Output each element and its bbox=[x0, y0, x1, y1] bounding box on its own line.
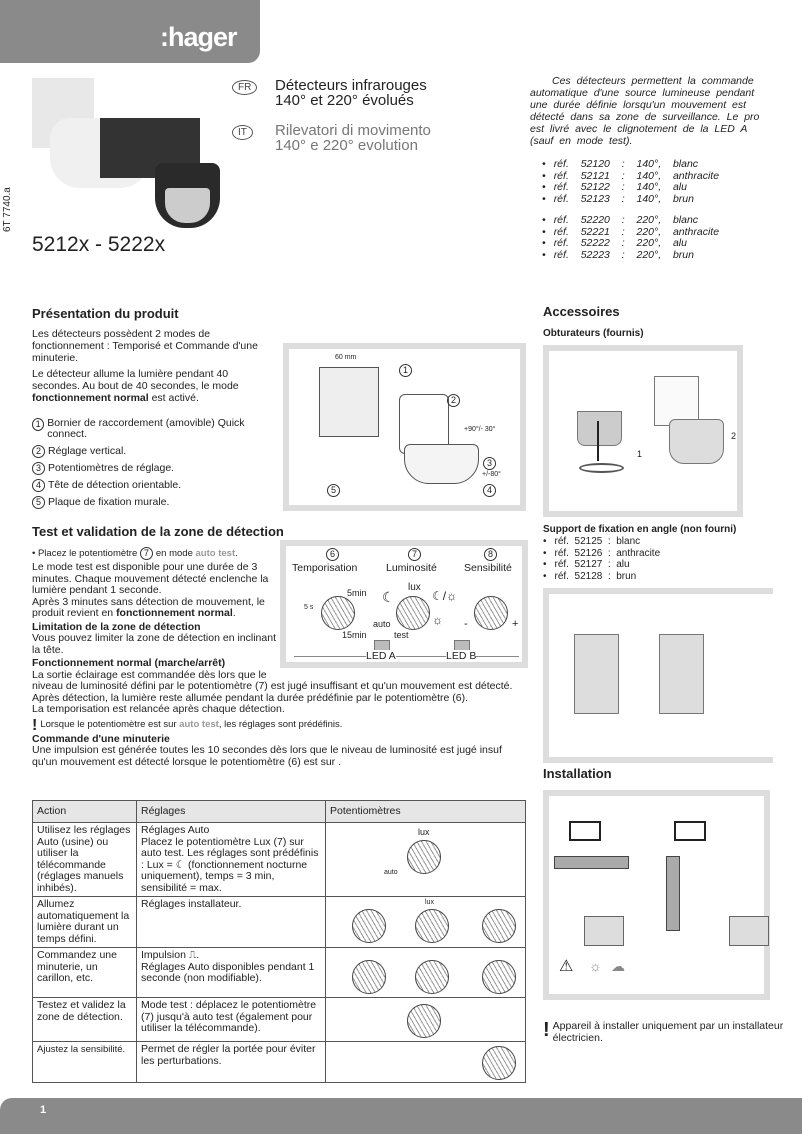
pots-cell bbox=[326, 1042, 526, 1083]
ref-item: • réf. 52221 : 220°, anthracite bbox=[542, 227, 802, 239]
part-item bbox=[32, 462, 272, 475]
arrow bbox=[597, 421, 599, 461]
dial-label: 15min bbox=[342, 630, 367, 640]
sensitivity-dial bbox=[482, 909, 516, 943]
brightness-dial bbox=[415, 909, 449, 943]
text: Le détecteur allume la lumière pendant 40 secondes. Au bout de 40 secondes, le mode bbox=[32, 368, 239, 392]
detector-head bbox=[669, 419, 724, 464]
text: Lorsque le potentiomètre est sur bbox=[40, 718, 177, 730]
timer-dial bbox=[352, 909, 386, 943]
brightness-dial bbox=[407, 840, 441, 874]
paragraph: niveau de luminosité défini par le potentiomètre (7) est jugé insuffisant et qu'un mouvement est détecté. bbox=[32, 680, 513, 692]
presentation-heading: Présentation du produit bbox=[32, 306, 179, 321]
sensitivity-dial bbox=[482, 960, 516, 994]
pots-cell bbox=[326, 823, 526, 897]
pots-cell bbox=[326, 948, 526, 998]
hager-logo: :hager bbox=[160, 22, 237, 52]
sun-icon: ☼ bbox=[432, 613, 443, 627]
presentation-text bbox=[32, 328, 260, 368]
paragraph: La sortie éclairage est commandée dès lors que le bbox=[32, 668, 267, 681]
intro-line: une durée définie lorsqu'un mouvement est bbox=[530, 99, 747, 111]
action-cell: Ajustez la sensibilité. bbox=[33, 1042, 137, 1083]
ceiling bbox=[554, 856, 629, 869]
callout-6: 6 bbox=[326, 548, 339, 561]
text: est activé. bbox=[151, 392, 199, 404]
support-diagram bbox=[543, 588, 773, 763]
led-b-label: LED B bbox=[446, 650, 477, 662]
ref-item: • réf. 52222 : 220°, alu bbox=[542, 238, 802, 250]
house-icon bbox=[674, 821, 706, 841]
paragraph: Vous pouvez limiter la zone de détection en inclinant la tête. bbox=[32, 632, 276, 656]
step-label: 2 bbox=[731, 431, 737, 441]
part-text: Bornier de raccordement (amovible) Quick connect. bbox=[47, 417, 245, 440]
ref-item: • réf. 52126 : anthracite bbox=[543, 548, 660, 560]
sensitivity-label: Sensibilité bbox=[464, 562, 512, 574]
timer-label: Temporisation bbox=[292, 562, 358, 574]
timer-dial bbox=[352, 960, 386, 994]
pots-cell bbox=[326, 998, 526, 1042]
callout-3: 3 bbox=[483, 457, 496, 470]
action-cell: Commandez une minuterie, un carillon, etc. bbox=[33, 948, 137, 998]
table-row bbox=[33, 897, 526, 948]
potentiometer-diagram bbox=[280, 540, 528, 668]
page-number: 1 bbox=[40, 1104, 47, 1116]
led-a-label: LED A bbox=[366, 650, 396, 662]
dial-label: + bbox=[512, 618, 519, 630]
intro-line: Ces détecteurs permettent la commande bbox=[552, 75, 754, 87]
note-text: Appareil à installer uniquement par un installateur électricien. bbox=[552, 1020, 784, 1044]
text: en mode bbox=[155, 548, 193, 559]
paragraph: La temporisation est relancée après chaque détection. bbox=[32, 703, 285, 715]
dial-label: 5min bbox=[347, 588, 367, 598]
installation-diagram bbox=[543, 790, 770, 1000]
dial-label: 5 s bbox=[304, 604, 314, 611]
settings-cell: Réglages Auto Placez le potentiomètre Lux (7) sur auto test. Les réglages sont prédéfinis : Lux = ☾ (fonctionnement nocturne uniquement), temps = 3 min, sensibilité = max. bbox=[137, 823, 326, 897]
dial-label: auto bbox=[384, 869, 398, 876]
detector bbox=[729, 916, 769, 946]
intro-text bbox=[530, 75, 802, 261]
timer-dial[interactable] bbox=[321, 596, 355, 630]
ref-item: • réf. 52125 : blanc bbox=[543, 536, 660, 548]
pots-cell bbox=[326, 897, 526, 948]
installation-heading: Installation bbox=[543, 766, 612, 781]
moon-sun-icon: ☾/☼ bbox=[432, 589, 458, 603]
title-line: 140° et 220° évolués bbox=[275, 92, 414, 109]
subheading: Commande d'une minuterie bbox=[32, 732, 170, 745]
number-badge: 5 bbox=[32, 496, 45, 509]
paragraph: Les détecteurs possèdent 2 modes de fonctionnement : Temporisé et Commande d'une minuterie. bbox=[32, 328, 258, 364]
brightness-dial bbox=[407, 1004, 441, 1038]
column-header: Potentiomètres bbox=[326, 801, 526, 823]
part-item bbox=[32, 479, 272, 492]
lang-badge-it: IT bbox=[232, 125, 253, 140]
settings-cell: Réglages installateur. bbox=[137, 897, 326, 948]
action-cell: Allumez automatiquement la lumière durant un temps défini. bbox=[33, 897, 137, 948]
table-row bbox=[33, 823, 526, 897]
ref-item: • réf. 52123 : 140°, brun bbox=[542, 194, 802, 206]
title-line: Détecteurs infrarouges bbox=[275, 77, 427, 94]
sensitivity-dial bbox=[482, 1046, 516, 1080]
terminal-block bbox=[319, 367, 379, 437]
sensitivity-dial[interactable] bbox=[474, 596, 508, 630]
parts-list bbox=[32, 418, 272, 509]
subheading: Fonctionnement normal (marche/arrêt) bbox=[32, 657, 226, 669]
action-cell: Utilisez les réglages Auto (usine) ou utiliser la télécommande (réglages manuels inhibés). bbox=[33, 823, 137, 897]
lang-badge-fr: FR bbox=[232, 80, 257, 95]
dial-label: lux bbox=[418, 827, 430, 837]
part-text: Potentiomètres de réglage. bbox=[48, 462, 175, 474]
support-heading: Support de fixation en angle (non fourni) bbox=[543, 524, 737, 535]
column-header: Action bbox=[33, 801, 137, 823]
part-item bbox=[32, 445, 272, 458]
bracket bbox=[574, 634, 619, 714]
ref-item: • réf. 52120 : 140°, blanc bbox=[542, 159, 802, 171]
shutters-diagram bbox=[543, 345, 743, 517]
dial-label: test bbox=[394, 630, 409, 640]
test-heading: Test et validation de la zone de détection bbox=[32, 524, 284, 539]
settings-cell: Permet de régler la portée pour éviter les perturbations. bbox=[137, 1042, 326, 1083]
callout-1: 1 bbox=[399, 364, 412, 377]
warning-triangle-icon: ⚠ bbox=[559, 958, 574, 975]
support-refs bbox=[543, 536, 660, 582]
ref-item: • réf. 52223 : 220°, brun bbox=[542, 250, 802, 262]
moon-icon: ☾ bbox=[382, 589, 395, 605]
callout-8: 8 bbox=[484, 548, 497, 561]
paragraph: Une impulsion est générée toutes les 10 secondes dès lors que le niveau de luminosité est jugé insuf bbox=[32, 744, 502, 756]
auto-test-label: auto test bbox=[179, 718, 219, 730]
callout-7: 7 bbox=[408, 548, 421, 561]
paragraph: Après détection, la lumière reste allumée pendant la durée prédéfinie par le potentiomètre (6). bbox=[32, 691, 469, 704]
dial-label: - bbox=[464, 618, 468, 630]
settings-cell: Mode test : déplacez le potentiomètre (7) jusqu'à auto test (également pour utiliser la télécommande). bbox=[137, 998, 326, 1042]
ref-item: • réf. 52127 : alu bbox=[543, 559, 660, 571]
column-header: Réglages bbox=[137, 801, 326, 823]
warning-icon: ! bbox=[32, 716, 38, 734]
callout-2: 2 bbox=[447, 394, 460, 407]
footer-band bbox=[0, 1098, 802, 1134]
title-line: Rilevatori di movimento bbox=[275, 122, 431, 139]
settings-cell: Impulsion ⎍. Réglages Auto disponibles pendant 1 seconde (non modifiable). bbox=[137, 948, 326, 998]
table-row bbox=[33, 998, 526, 1042]
warning-icon: ! bbox=[543, 1019, 550, 1041]
dial-label: lux bbox=[425, 899, 434, 906]
text: • Placez le potentiomètre bbox=[32, 548, 138, 559]
paragraph: Le mode test est disponible pour une durée de 3 minutes. Chaque mouvement détecté enclenche la lumière pendant 1 seconde. bbox=[32, 561, 269, 596]
intro-line: est livré avec le clignotement de la LED A bbox=[530, 123, 748, 135]
shutter-ring bbox=[579, 463, 624, 473]
callout-4: 4 bbox=[483, 484, 496, 497]
part-text: Tête de détection orientable. bbox=[48, 479, 182, 491]
intro-line: (sauf en mode test). bbox=[530, 135, 633, 147]
auto-test-label: auto test bbox=[195, 548, 236, 559]
number-badge: 4 bbox=[32, 479, 45, 492]
text: Après 3 minutes sans détection de mouvement, le produit revient en bbox=[32, 595, 265, 619]
table-header bbox=[33, 801, 526, 823]
paragraph: qu'un mouvement est détecté lorsque le potentiomètre (6) est sur . bbox=[32, 755, 342, 768]
accessories-heading: Accessoires bbox=[543, 304, 620, 319]
text: , les réglages sont prédéfinis. bbox=[218, 718, 343, 730]
presentation-p2 bbox=[32, 368, 277, 408]
settings-table bbox=[32, 800, 526, 1083]
step-label: 1 bbox=[637, 449, 643, 459]
bold-text: fonctionnement normal bbox=[116, 607, 233, 619]
product-diagram bbox=[283, 343, 526, 511]
test-text: • Placez le potentiomètre 7 en mode auto test. Le mode test est disponible pour une durée de 3 minutes. Chaque mouvement détecté enclenche la lumière pendant 1 seconde. Après 3 minutes sans détection de mouvement, le produit revient en fonctionnement normal. Limitation de la zone de détection Vous pouvez limiter la zone de détection en inclinant la tête. Fonctionnement normal (marche/arrêt) La sortie éclairage est commandée dès lors que le niveau de luminosité défini par le potentiomètre (7) est jugé insuffisant et qu'un mouvement est détecté. Après détection, la lumière reste allumée pendant la durée prédéfinie par le potentiomètre (6). La temporisation est relancée après chaque détection. ! Lorsque le potentiomètre est sur auto test, les réglages sont prédéfinis. Commande d'une minuterie Une impulsion est générée toutes les 10 secondes dès lors que le niveau de luminosité est jugé insuf qu'un mouvement est détecté lorsque le potentiomètre (6) est sur . bbox=[32, 547, 540, 768]
ref-item: • réf. 52122 : 140°, alu bbox=[542, 182, 802, 194]
ref-item: • réf. 52121 : 140°, anthracite bbox=[542, 171, 802, 183]
house-icon bbox=[569, 821, 601, 841]
dial-label: auto bbox=[373, 619, 391, 629]
wall bbox=[666, 856, 680, 931]
bold-text: fonctionnement normal bbox=[32, 392, 149, 404]
title-line: 140° e 220° evolution bbox=[275, 137, 418, 154]
table-row bbox=[33, 948, 526, 998]
part-text: Plaque de fixation murale. bbox=[48, 496, 170, 508]
brightness-label: Luminosité bbox=[386, 562, 437, 574]
installation-note bbox=[543, 1020, 795, 1044]
lens bbox=[577, 411, 622, 446]
sensor-head bbox=[404, 444, 479, 484]
action-cell: Testez et validez la zone de détection. bbox=[33, 998, 137, 1042]
sun-icon: ☼ bbox=[589, 958, 602, 974]
rain-icon: ☁ bbox=[611, 958, 625, 974]
base-line bbox=[294, 656, 519, 657]
bracket bbox=[659, 634, 704, 714]
brightness-dial[interactable] bbox=[396, 596, 430, 630]
ref-item: • réf. 52220 : 220°, blanc bbox=[542, 215, 802, 227]
part-item bbox=[32, 418, 272, 440]
product-photo bbox=[30, 78, 225, 230]
detector bbox=[584, 916, 624, 946]
title-it-text bbox=[275, 123, 515, 153]
table-row bbox=[33, 1042, 526, 1083]
callout-5: 5 bbox=[327, 484, 340, 497]
part-text: Réglage vertical. bbox=[48, 445, 127, 457]
intro-line: automatique d'une source lumineuse pendant bbox=[530, 87, 755, 99]
dial-label: lux bbox=[408, 582, 421, 593]
document-code: 6T 7740.a bbox=[2, 187, 13, 232]
title-fr-text bbox=[275, 78, 515, 108]
brightness-dial bbox=[415, 960, 449, 994]
subheading: Limitation de la zone de détection bbox=[32, 620, 201, 633]
shutters-heading: Obturateurs (fournis) bbox=[543, 328, 644, 339]
number-badge: 3 bbox=[32, 462, 45, 475]
number-badge: 2 bbox=[32, 445, 45, 458]
ref-item: • réf. 52128 : brun bbox=[543, 571, 660, 583]
part-item bbox=[32, 496, 272, 509]
dimension-label: 60 mm bbox=[335, 354, 357, 361]
angle-label: +/-80° bbox=[482, 471, 501, 478]
model-range: 5212x - 5222x bbox=[32, 233, 166, 256]
number-badge: 7 bbox=[140, 547, 153, 560]
intro-line: détecté dans sa zone de surveillance. Le pro bbox=[530, 111, 760, 123]
number-badge: 1 bbox=[32, 418, 44, 431]
angle-label: +90°/- 30° bbox=[464, 426, 496, 433]
